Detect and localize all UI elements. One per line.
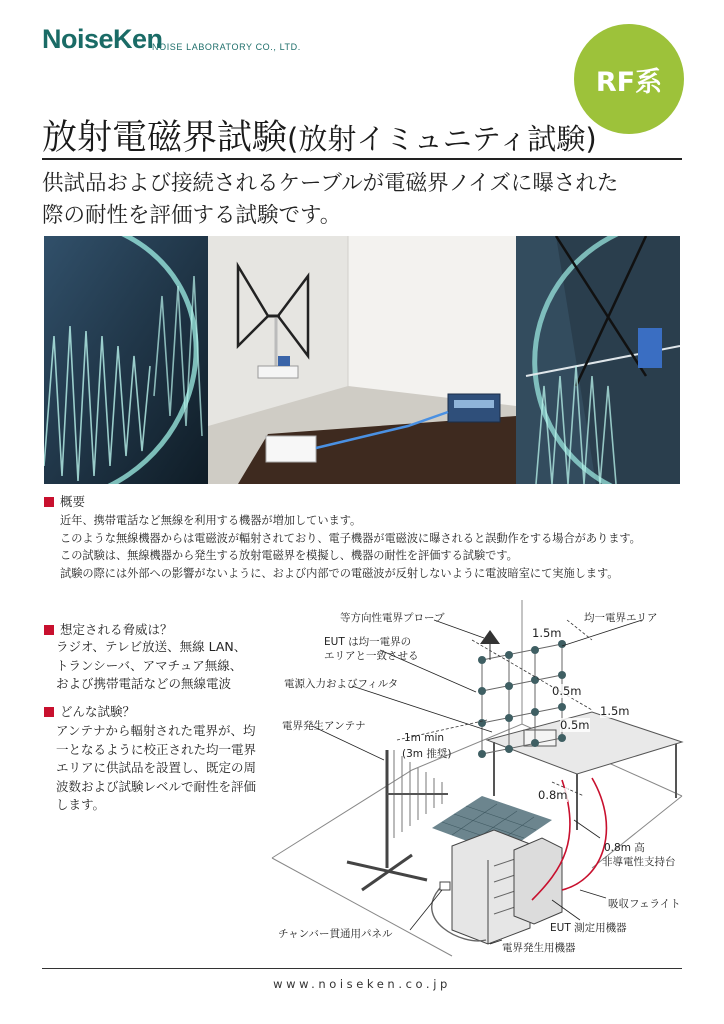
label-generator: 電界発生用機器: [502, 942, 576, 954]
lead-line: 供試品および接続されるケーブルが電磁界ノイズに曝された: [42, 171, 619, 196]
test-section: [44, 702, 272, 815]
threats-line: トランシーバ、アマチュア無線、: [56, 657, 243, 673]
overview-line: このような無線機器からは電磁波が輻射されており、電子機器が電磁波に曝されると誤動作をする場合があります。: [60, 531, 641, 545]
lead-line: 際の耐性を評価する試験です。: [42, 203, 342, 228]
photo-anechoic-room: [208, 236, 516, 484]
page-title-sub: (放射イミュニティ試験): [287, 122, 597, 156]
dim-right: 1.5m: [600, 704, 630, 718]
page-title-main: 放射電磁界試験: [42, 118, 288, 158]
label-panel: チャンバー貫通用パネル: [278, 928, 393, 940]
threats-heading: 想定される脅威は？: [44, 620, 274, 638]
lead-text: [42, 168, 692, 232]
overview-line: この試験は、無線機器から発生する放射電磁界を模擬し、機器の耐性を評価する試験です。: [60, 549, 518, 562]
threats-line: および携帯電話などの無線電波: [56, 676, 232, 691]
test-heading: どんな試験？: [44, 702, 272, 720]
label-distance-line1: 1m min: [404, 732, 445, 744]
overview-heading: 概要: [44, 492, 684, 510]
label-table-line1: 0.8m 高: [604, 842, 645, 854]
label-eut-line1: EUT は均一電界の: [324, 636, 412, 648]
test-line: 一となるように校正された均一電界: [56, 741, 257, 757]
overview-section: [44, 492, 684, 582]
footer-divider: [42, 968, 682, 969]
category-badge: RF系: [574, 24, 684, 134]
threats-section: [44, 620, 274, 694]
overview-line: 試験の際には外部への影響がないように、および内部での電磁波が反射しないように電波暗室にて実施します。: [60, 566, 619, 580]
test-line: 波数および試験レベルで耐性を評価: [56, 778, 257, 794]
label-uniform-area: 均一電界エリア: [584, 612, 658, 624]
label-probe: 等方向性電界プローブ: [340, 612, 445, 624]
threats-line: ラジオ、テレビ放送、無線 LAN、: [56, 639, 247, 654]
dim-height: 0.8m: [538, 788, 568, 802]
title-divider: [42, 158, 682, 160]
label-distance-line2: (3m 推奨): [402, 748, 452, 760]
label-eut-line2: エリアと一致させる: [324, 650, 419, 662]
test-line: アンテナから輻射された電界が、均: [56, 723, 256, 738]
footer-url[interactable]: www.noiseken.co.jp: [273, 977, 451, 991]
label-antenna: 電界発生アンテナ: [282, 720, 366, 732]
label-power-filter: 電源入力およびフィルタ: [284, 678, 399, 690]
dim-top: 1.5m: [532, 626, 562, 640]
brand-logo: NoiseKen: [42, 24, 163, 54]
photo-waveform-right: [516, 236, 680, 484]
label-table-line2: 非導電性支持台: [602, 856, 676, 868]
page-title: [42, 110, 597, 160]
overview-line: 近年、携帯電話など無線を利用する機器が増加しています。: [60, 514, 362, 527]
dim-grid2: 0.5m: [560, 718, 590, 732]
label-ferrite: 吸収フェライト: [608, 898, 681, 910]
bullet-square-icon: [44, 497, 54, 507]
test-line: エリアに供試品を設置し、既定の周: [56, 760, 257, 775]
bullet-square-icon: [44, 625, 54, 635]
test-line: します。: [56, 797, 106, 812]
company-name: NOISE LABORATORY CO., LTD.: [152, 42, 301, 52]
label-eut-equipment: EUT 測定用機器: [550, 922, 627, 934]
photo-waveform-left: [44, 236, 208, 484]
bullet-square-icon: [44, 707, 54, 717]
dim-grid1: 0.5m: [552, 684, 582, 698]
test-setup-diagram: [262, 600, 686, 962]
